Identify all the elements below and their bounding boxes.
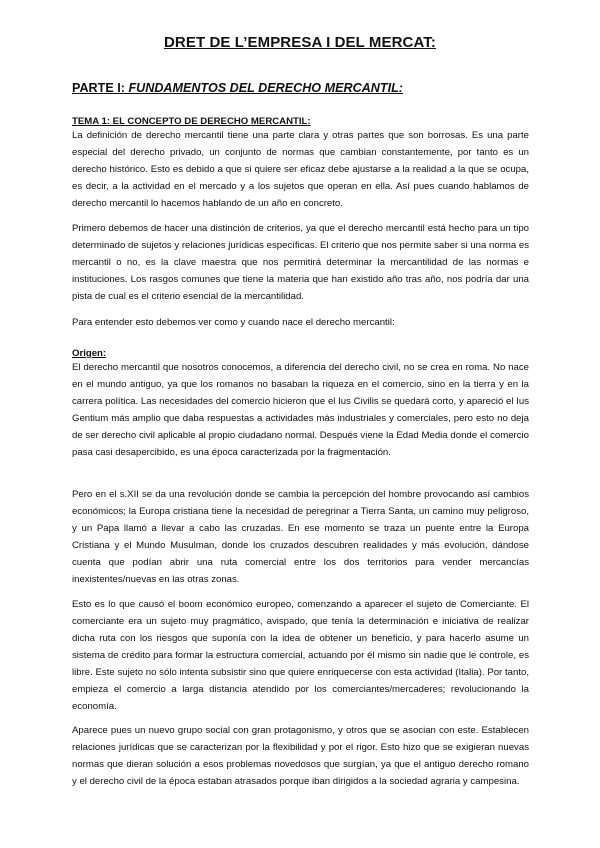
paragraph-definition: La definición de derecho mercantil tiene una parte clara y otras partes que son borrosas. Es una parte especial del derecho privado, un conjunto de normas que cambian constantemente, por tanto es un derecho histórico. Esto es debido a que si quiere ser eficaz debe ajustarse a la realidad a la que se ocupa, es decir, a la actividad en el mercado y a los sujetos que operan en ella. Así pues cuando hablamos de derecho mercantil lo hacemos hablando de un año en concreto. xyxy=(72,130,529,209)
paragraph-criteria: Primero debemos de hacer una distinción de criterios, ya que el derecho mercantil está hecho para un tipo determinado de sujetos y relaciones jurídicas específicas. El criterio que nos permite saber si una norma es mercantil o no, es la clave maestra que nos permitirá determinar la mercantilidad de las normas e instituciones. Los rasgos comunes que tiene la materia que han existido año tras año, nos podría dar una pista de cual es el criterio esencial de la mercantilidad. xyxy=(72,223,529,302)
paragraph-intro-origin: Para entender esto debemos ver como y cuando nace el derecho mercantil: xyxy=(72,317,395,328)
section-heading-origin: Origen: xyxy=(72,348,107,359)
document-title: DRET DE L’EMPRESA I DEL MERCAT: xyxy=(163,34,436,51)
paragraph-origin-history: El derecho mercantil que nosotros conocemos, a diferencia del derecho civil, no se crea en roma. No nace en el mundo antiguo, ya que los romanos no basaban la riqueza en el comercio, sino en la tierra y en la carrera política. Las necesidades del comercio hicieron que el Ius Civilis se quedará corto, y apareció el Ius Gentium más amplio que daba respuestas a actividades más industriales y comerciales, pero esto no deja de ser derecho civil aplicable al propio ciudadano normal. Después viene la Edad Media donde el comercio pasa casi desapercibido, es una época caracterizada por la fragmentación. xyxy=(72,362,529,458)
paragraph-merchant: Esto es lo que causó el boom económico europeo, comenzando a aparecer el sujeto de Comerciante. El comerciante era un sujeto muy pragmático, avispado, que tenía la determinación e iniciativa de realizar dicha ruta con los riesgos que suponía con la idea de obtener un beneficio, y para hacerlo asume un sistema de crédito para formar la estructura comercial, actuando por él mismo sin nadie que le controle, es libre. Este sujeto no sólo intenta subsistir sino que quiere enriquecerse con esta actividad (Italia). Por tanto, empieza el comercio a larga distancia atendido por los comerciantes/mercaderes; revolucionando la economía. xyxy=(72,599,529,712)
paragraph-new-social-group: Aparece pues un nuevo grupo social con gran protagonismo, y otros que se asocian con este. Establecen relaciones jurídicas que se caracterizan por la flexibilidad y por el rigor. Esto hizo que se exigieran nuevas normas que dieran solución a esos problemas novedosos que surgían, ya que el antiguo derecho romano y el derecho civil de la época estaban atrasados porque iban dirigidos a la sociedad agraria y campesina. xyxy=(72,725,529,787)
part-heading xyxy=(72,81,403,95)
part-label: PARTE I: xyxy=(72,81,129,95)
topic-heading: TEMA 1: EL CONCEPTO DE DERECHO MERCANTIL: xyxy=(72,116,311,127)
part-subtitle: FUNDAMENTOS DEL DERECHO MERCANTIL: xyxy=(128,81,403,95)
paragraph-crusades: Pero en el s.XII se da una revolución donde se cambia la percepción del hombre provocando así cambios económicos; la Europa cristiana tiene la necesidad de peregrinar a Tierra Santa, un camino muy peligroso, y un Papa llamó a llevar a cabo las cruzadas. En ese momento se traza un puente entre la Europa Cristiana y el Mundo Musulman, donde los cruzados descubren realidades y más evolución, dándose cuenta que podían abrir una ruta comercial entre los dos territorios para vender mercancías inexistentes/nuevas en las otras zonas. xyxy=(72,489,529,585)
